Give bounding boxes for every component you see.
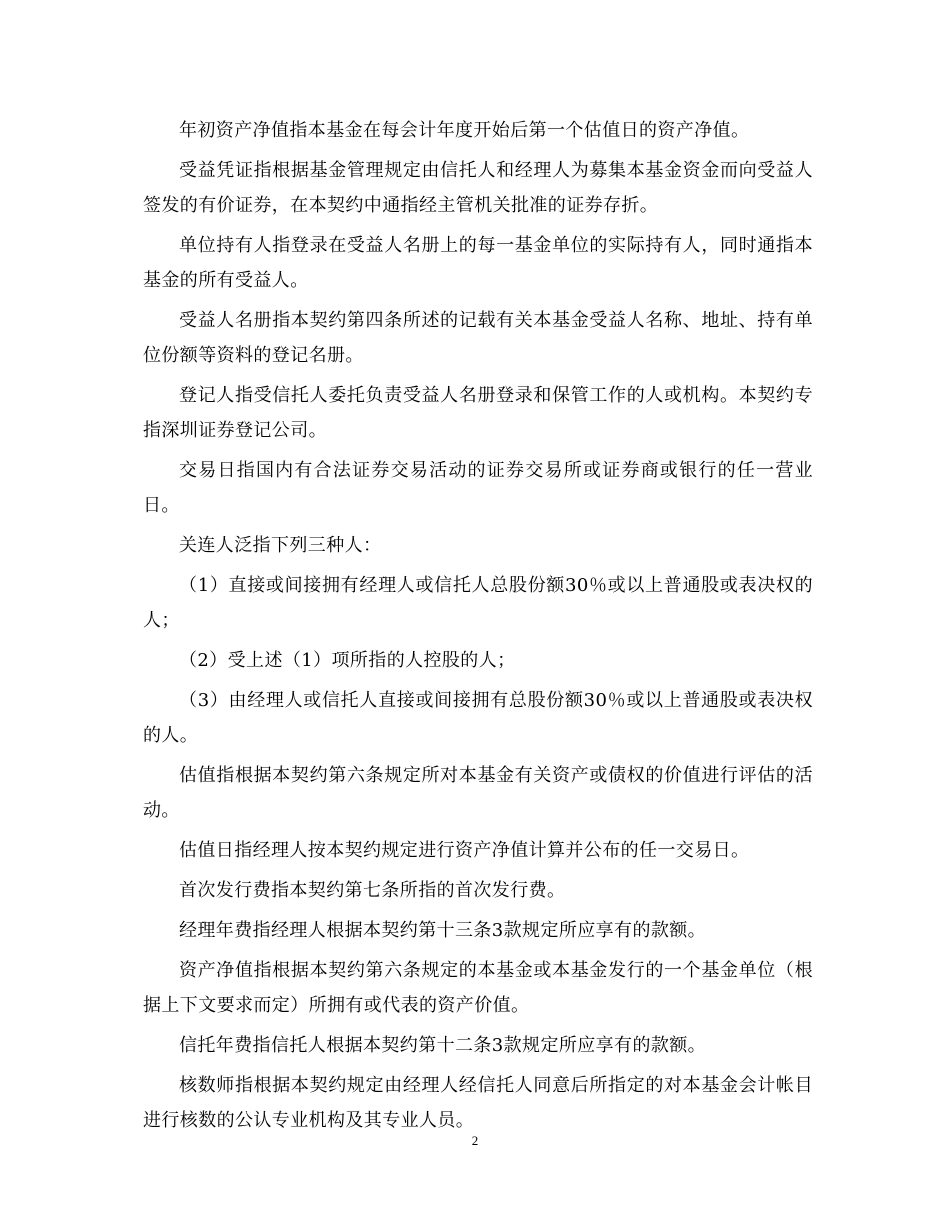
paragraph-registrar: 登记人指受信托人委托负责受益人名册登录和保管工作的人或机构。本契约专指深圳证券登记公司。 <box>143 385 813 441</box>
paragraph-beneficiary-register: 受益人名册指本契约第四条所述的记载有关本基金受益人名称、地址、持有单位份额等资料的登记名册。 <box>143 310 813 366</box>
paragraph-connected-item-2: （2）受上述（1）项所指的人控股的人； <box>179 650 516 671</box>
paragraph-valuation-day: 估值日指经理人按本契约规定进行资产净值计算并公布的任一交易日。 <box>179 840 750 861</box>
paragraph-manager-annual-fee: 经理年费指经理人根据本契约第十三条3款规定所应享有的款额。 <box>179 920 707 941</box>
paragraph-connected-item-3: （3）由经理人或信托人直接或间接拥有总股份额30％或以上普通股或表决权的人。 <box>143 690 813 746</box>
paragraph-initial-issue-fee: 首次发行费指本契约第七条所指的首次发行费。 <box>179 880 566 901</box>
page-number: 2 <box>471 1133 479 1148</box>
paragraph-unit-holder: 单位持有人指登录在受益人名册上的每一基金单位的实际持有人，同时通指本基金的所有受益人。 <box>143 235 813 291</box>
paragraph-connected-item-1: （1）直接或间接拥有经理人或信托人总股份额30％或以上普通股或表决权的人； <box>143 575 813 631</box>
document-body <box>143 113 813 1143</box>
paragraph-net-asset-value: 资产净值指根据本契约第六条规定的本基金或本基金发行的一个基金单位（根据上下文要求而定）所拥有或代表的资产价值。 <box>143 960 813 1016</box>
paragraph-valuation: 估值指根据本契约第六条规定所对本基金有关资产或债权的价值进行评估的活动。 <box>143 765 813 821</box>
paragraph-auditor: 核数师指根据本契约规定由经理人经信托人同意后所指定的对本基金会计帐目进行核数的公认专业机构及其专业人员。 <box>143 1075 813 1131</box>
paragraph-opening-net-asset-value: 年初资产净值指本基金在每会计年度开始后第一个估值日的资产净值。 <box>179 120 750 141</box>
paragraph-connected-persons: 关连人泛指下列三种人： <box>179 535 382 556</box>
paragraph-trading-day: 交易日指国内有合法证券交易活动的证券交易所或证券商或银行的任一营业日。 <box>143 460 813 516</box>
paragraph-beneficiary-certificate: 受益凭证指根据基金管理规定由信托人和经理人为募集本基金资金而向受益人签发的有价证券，在本契约中通指经主管机关批准的证券存折。 <box>143 160 813 216</box>
paragraph-trust-annual-fee: 信托年费指信托人根据本契约第十二条3款规定所应享有的款额。 <box>179 1035 707 1056</box>
